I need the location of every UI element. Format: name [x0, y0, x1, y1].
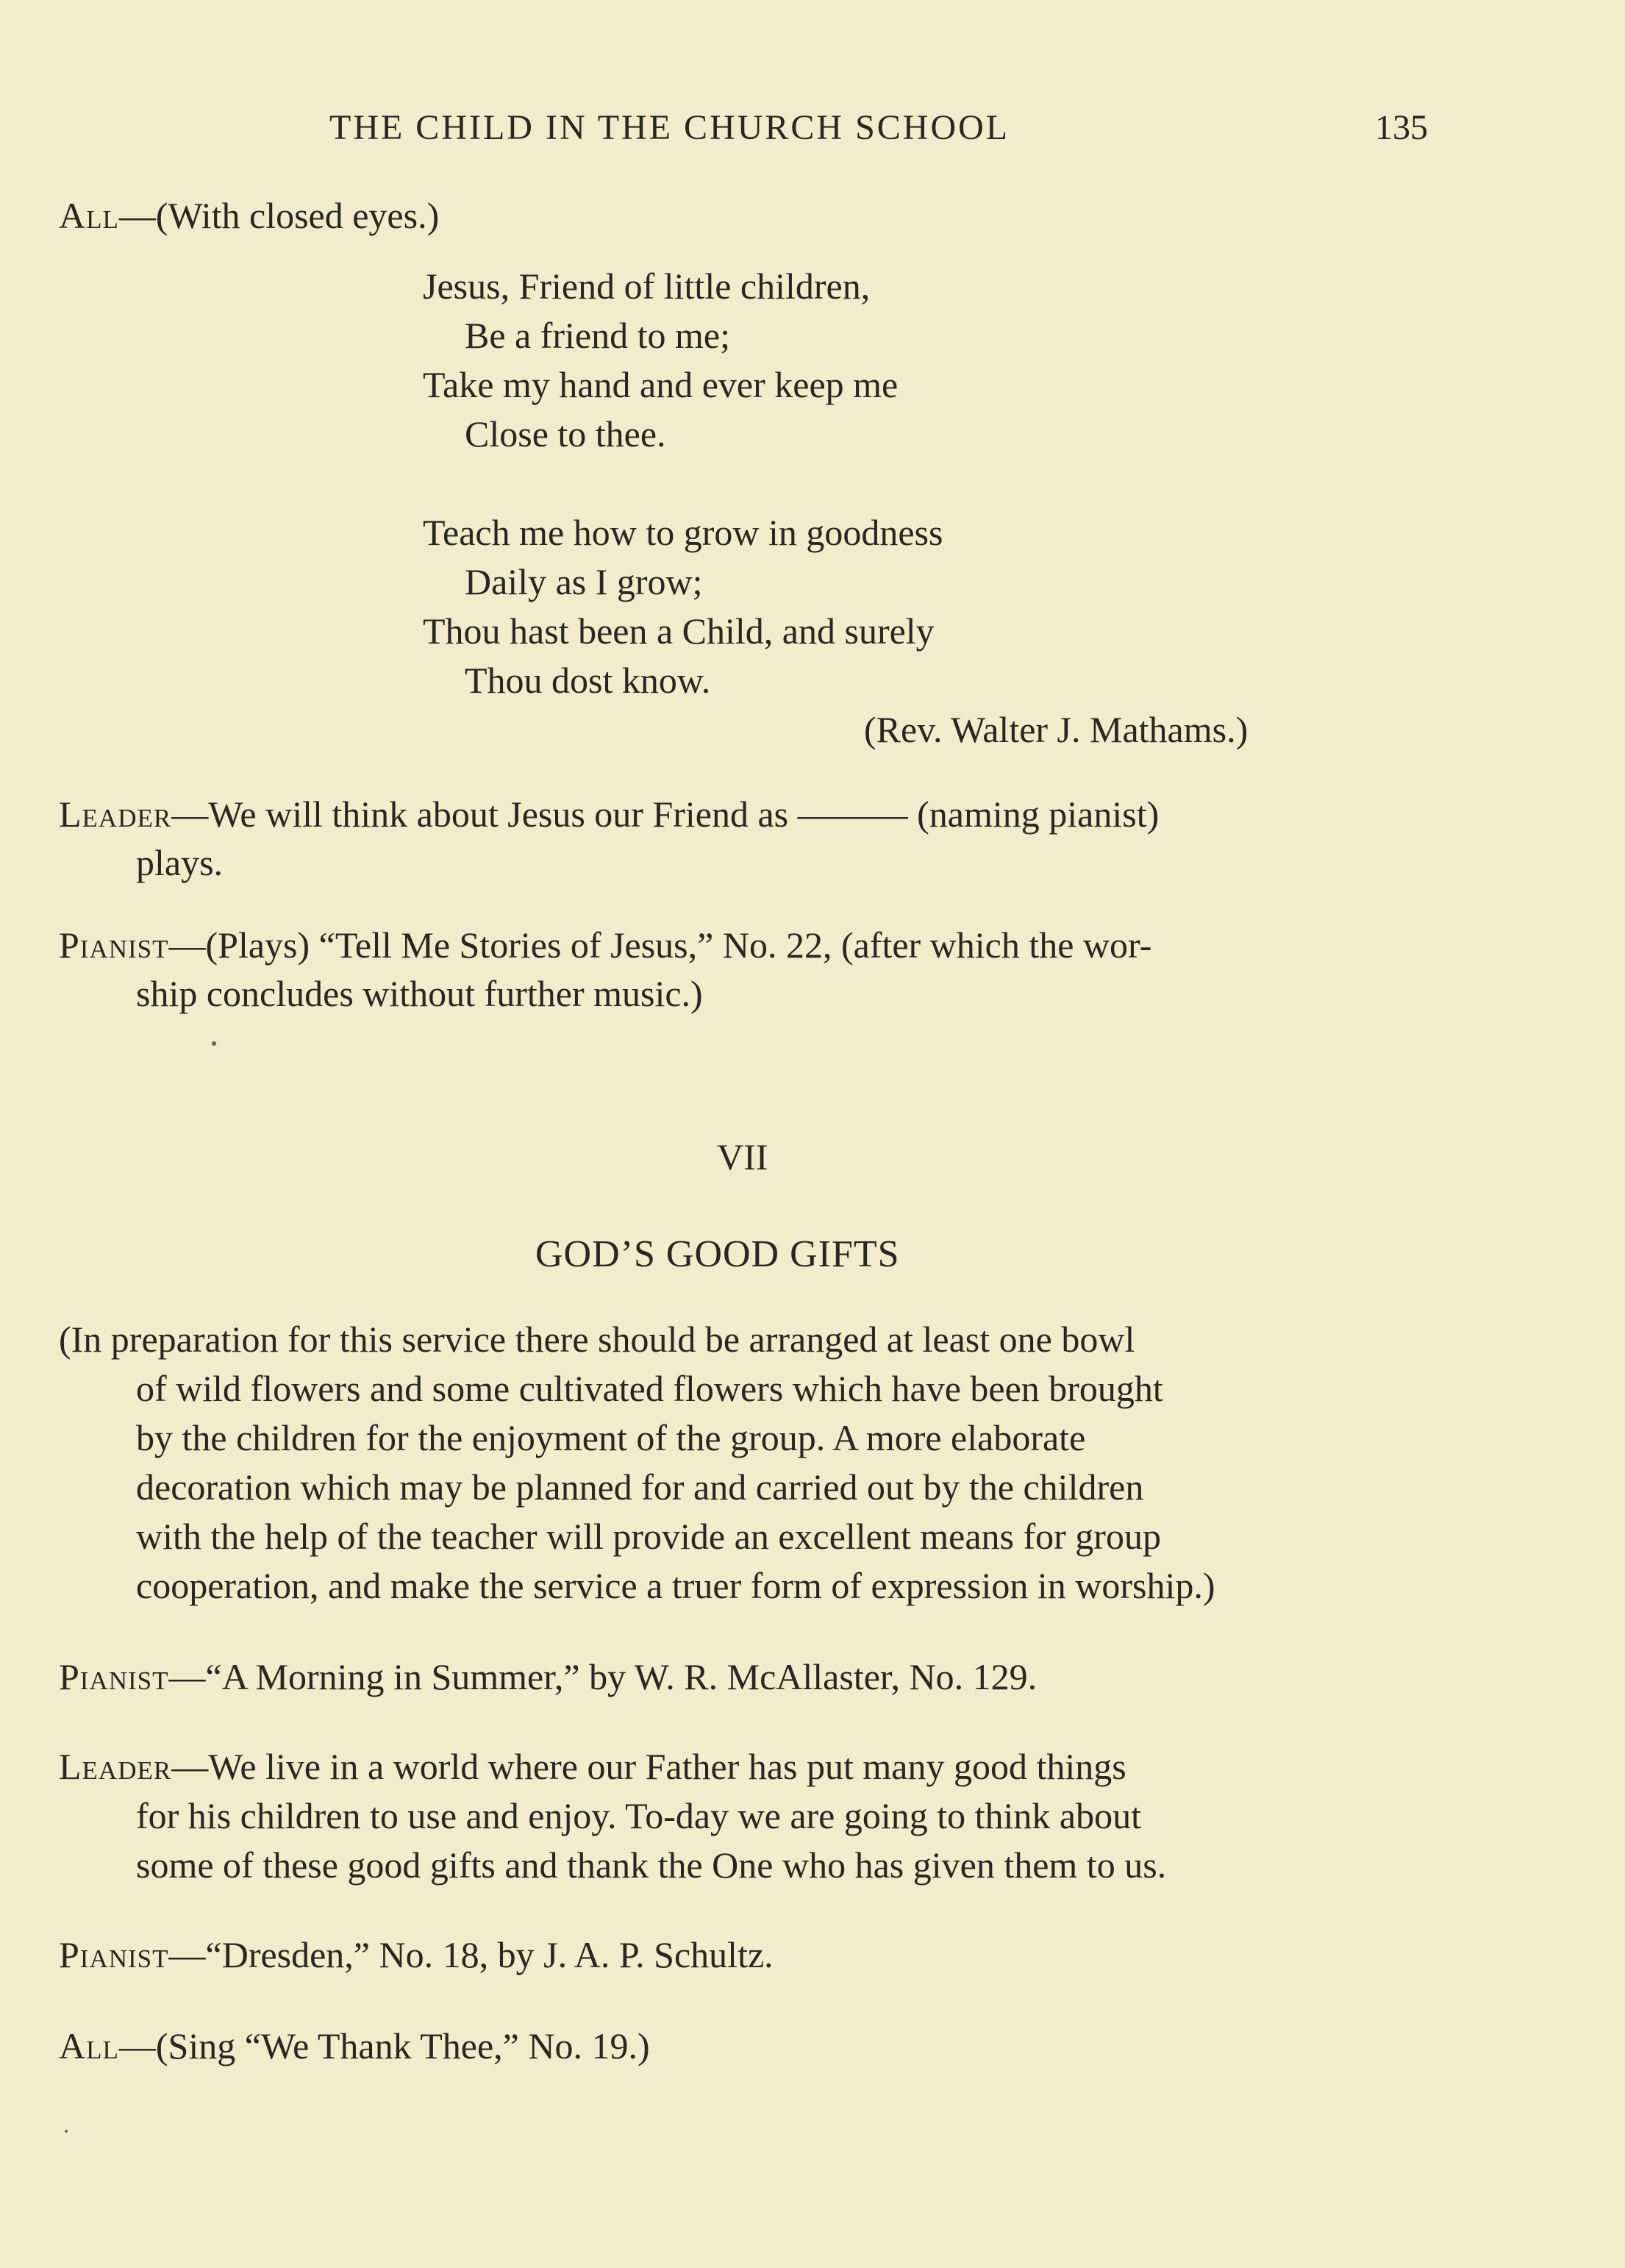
entry-text: —We will think about Jesus our Friend as ——— (naming pianist)	[171, 794, 1160, 835]
prep-paragraph-line: decoration which may be planned for and carried out by the children	[136, 1466, 1144, 1508]
prep-paragraph-line: cooperation, and make the service a truer form of expression in worship.)	[136, 1565, 1215, 1606]
section-number: VII	[717, 1136, 768, 1177]
entry-text: —We live in a world where our Father has put many good things	[171, 1746, 1126, 1787]
poem-line: Take my hand and ever keep me	[423, 364, 899, 405]
speaker-label: Pianist	[59, 1934, 169, 1975]
print-speck	[65, 2130, 68, 2133]
entry-text: —“Dresden,” No. 18, by J. A. P. Schultz.	[168, 1934, 774, 1975]
prep-paragraph-line: with the help of the teacher will provide an excellent means for group	[136, 1516, 1161, 1557]
section-title: GOD’S GOOD GIFTS	[535, 1233, 900, 1275]
entry-continuation: plays.	[136, 842, 224, 883]
entry-continuation: some of these good gifts and thank the One who has given them to us.	[136, 1844, 1167, 1886]
entry-pianist-morning	[59, 1652, 1037, 1701]
speaker-label: Leader	[59, 1746, 172, 1787]
entry-continuation: ship concludes without further music.)	[136, 973, 703, 1014]
entry-leader-friend	[59, 790, 1159, 838]
speaker-label: Pianist	[59, 1656, 169, 1697]
prep-paragraph-line: of wild flowers and some cultivated flowers which have been brought	[136, 1368, 1163, 1409]
print-speck	[212, 1041, 216, 1046]
poem-line: Thou dost know.	[465, 660, 711, 701]
entry-pianist-plays	[59, 921, 1151, 969]
running-header-title: THE CHILD IN THE CHURCH SCHOOL	[329, 108, 1010, 147]
entry-leader-world	[59, 1742, 1126, 1791]
entry-all-sing	[59, 2022, 650, 2070]
poem-line: Teach me how to grow in goodness	[423, 512, 943, 553]
speaker-label: Leader	[59, 794, 172, 835]
entry-all-closed-eyes	[59, 191, 439, 240]
page-number: 135	[1375, 108, 1428, 147]
poem-attribution: (Rev. Walter J. Mathams.)	[864, 709, 1249, 750]
poem-line: Close to thee.	[465, 413, 666, 454]
poem-line: Thou hast been a Child, and surely	[423, 610, 935, 652]
entry-continuation: for his children to use and enjoy. To-day we are going to think about	[136, 1795, 1142, 1836]
speaker-label: All	[59, 195, 119, 236]
poem-line: Be a friend to me;	[465, 315, 730, 356]
speaker-label: All	[59, 2025, 119, 2066]
entry-text: —(Plays) “Tell Me Stories of Jesus,” No. 22, (after which the wor-	[168, 924, 1152, 966]
speaker-label: Pianist	[59, 924, 169, 966]
entry-pianist-dresden	[59, 1930, 774, 1979]
poem-line: Jesus, Friend of little children,	[423, 265, 871, 307]
prep-paragraph-first-line: (In preparation for this service there should be arranged at least one bowl	[59, 1319, 1135, 1360]
entry-text: —(Sing “We Thank Thee,” No. 19.)	[118, 2025, 650, 2066]
entry-text: —(With closed eyes.)	[118, 195, 440, 236]
entry-text: —“A Morning in Summer,” by W. R. McAllaster, No. 129.	[168, 1656, 1038, 1697]
prep-paragraph-line: by the children for the enjoyment of the group. A more elaborate	[136, 1417, 1086, 1458]
poem-line: Daily as I grow;	[465, 561, 703, 602]
